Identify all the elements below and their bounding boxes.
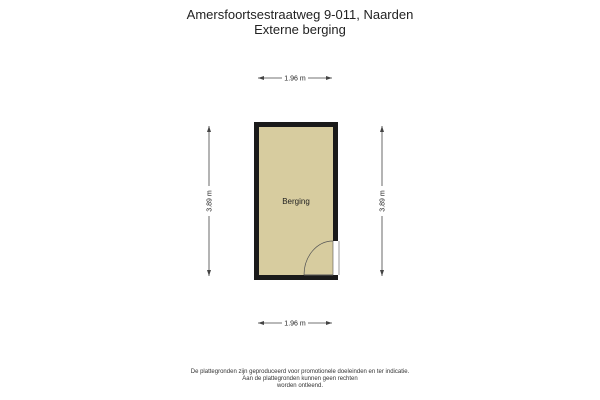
dimension-left [204,126,214,276]
dimension-right [377,126,387,276]
arrow-up-icon [380,126,384,132]
room-berging [254,122,339,280]
arrow-down-icon [207,270,211,276]
dimension-label-top: 1.96 m [284,75,306,83]
dimension-top [258,73,332,83]
door-opening [333,241,339,275]
plan-subtitle: Externe berging [254,22,346,37]
room-label: Berging [282,197,310,206]
disclaimer-line-3: worden ontleend. [276,383,324,389]
arrow-down-icon [380,270,384,276]
arrow-right-icon [326,321,332,325]
arrow-up-icon [207,126,211,132]
dimension-label-right: 3.89 m [379,190,387,212]
arrow-left-icon [258,76,264,80]
dimension-label-bottom: 1.96 m [284,320,306,328]
dimension-label-left: 3.89 m [206,190,214,212]
disclaimer-line-2: Aan de plattegronden kunnen geen rechten [242,376,358,382]
arrow-left-icon [258,321,264,325]
arrow-right-icon [326,76,332,80]
address-title: Amersfoortsestraatweg 9-011, Naarden [186,7,414,22]
disclaimer-line-1: De plattegronden zijn geproduceerd voor promotionele doeleinden en ter indicatie. [190,369,410,375]
dimension-bottom [258,318,332,328]
